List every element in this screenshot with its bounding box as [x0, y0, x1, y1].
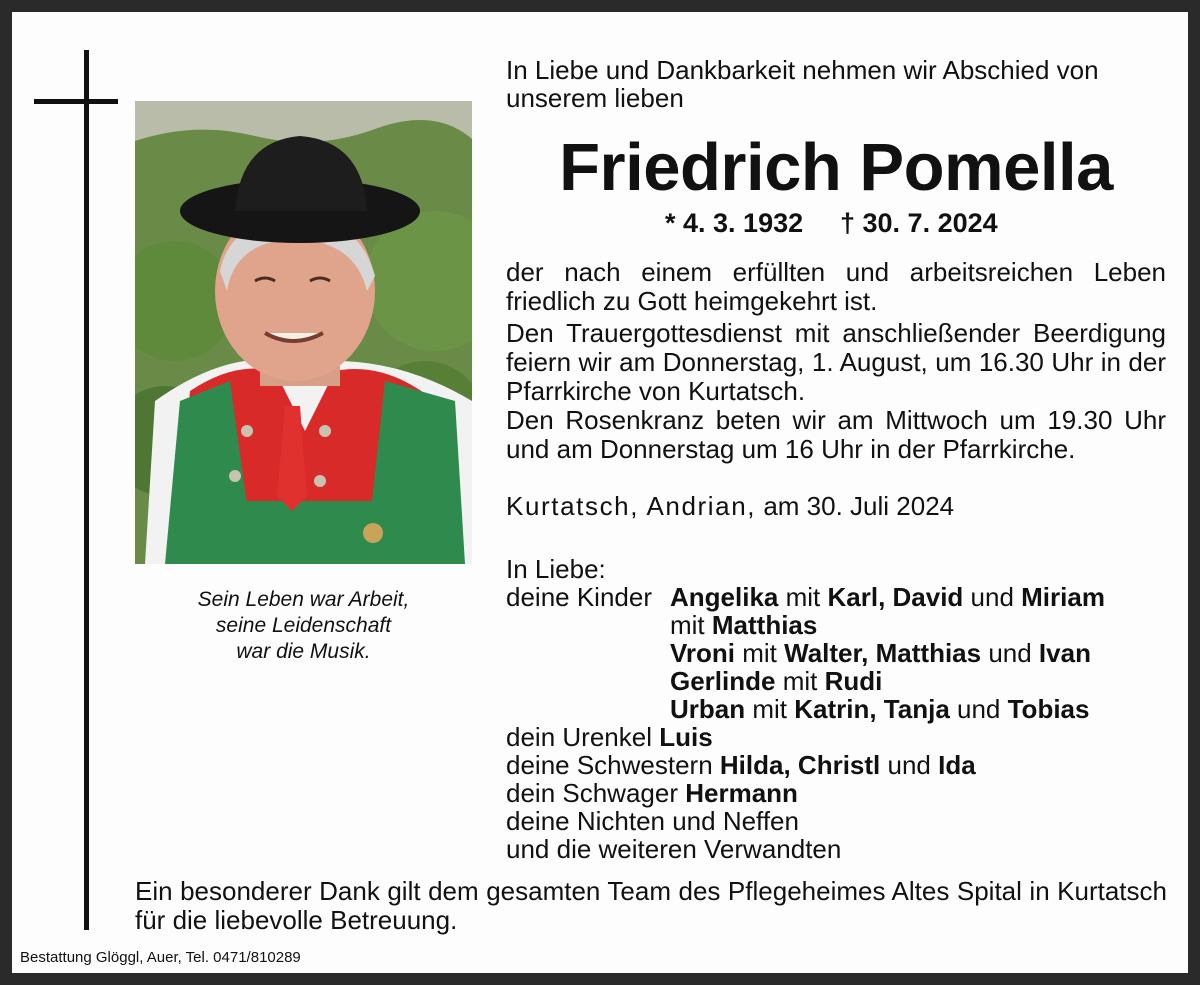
paragraph-rosary: Den Rosenkranz beten wir am Mittwoch um 19.30 Uhr und am Donnerstag um 16 Uhr in der Pfarrkirche.	[506, 405, 1166, 464]
birth-date: * 4. 3. 1932	[665, 208, 804, 238]
portrait-photo	[135, 101, 472, 564]
family-heading: In Liebe:	[506, 554, 606, 584]
cross-bar	[34, 99, 118, 104]
paragraph-funeral: Den Trauergottesdienst mit anschließender Beerdigung feiern wir am Donnerstag, 1. August, um 16.30 Uhr in der Pfarrkirche von Kurtatsch.	[506, 318, 1166, 406]
paragraph-passing: der nach einem erfüllten und arbeitsreichen Leben friedlich zu Gott heimgekehrt ist.	[506, 257, 1166, 316]
photo-caption: Sein Leben war Arbeit, seine Leidenschaft war die Musik.	[197, 588, 410, 663]
place-date	[506, 491, 954, 521]
family-relatives: und die weiteren Verwandten	[506, 834, 842, 864]
thanks-text: Ein besonderer Dank gilt dem gesamten Team des Pflegeheimes Altes Spital in Kurtatsch für die liebevolle Betreuung.	[135, 876, 1167, 935]
family-row: Angelika mit Karl, David und Miriam	[670, 582, 1105, 612]
funeral-home-footer: Bestattung Glöggl, Auer, Tel. 0471/810289	[20, 949, 301, 966]
family-great-grandchild: dein Urenkel Luis	[506, 722, 713, 752]
family-row: mit Matthias	[670, 610, 818, 640]
notice-date: am 30. Juli 2024	[763, 491, 955, 521]
cross-icon	[84, 50, 89, 930]
family-nieces: deine Nichten und Neffen	[506, 806, 799, 836]
family-sisters: deine Schwestern Hilda, Christl und Ida	[506, 750, 976, 780]
family-row: Urban mit Katrin, Tanja und Tobias	[670, 694, 1090, 724]
intro-text: In Liebe und Dankbarkeit nehmen wir Abschied von unserem lieben	[506, 55, 1099, 113]
family-row: Gerlinde mit Rudi	[670, 666, 883, 696]
obituary-notice	[12, 12, 1188, 973]
family-brother-in-law: dein Schwager Hermann	[506, 778, 798, 808]
deceased-name: Friedrich Pomella	[559, 130, 1113, 205]
family-row: Vroni mit Walter, Matthias und Ivan	[670, 638, 1091, 668]
place-names: Kurtatsch, Andrian,	[506, 491, 757, 521]
death-date: † 30. 7. 2024	[840, 208, 998, 238]
family-children-intro: deine Kinder	[506, 582, 652, 612]
